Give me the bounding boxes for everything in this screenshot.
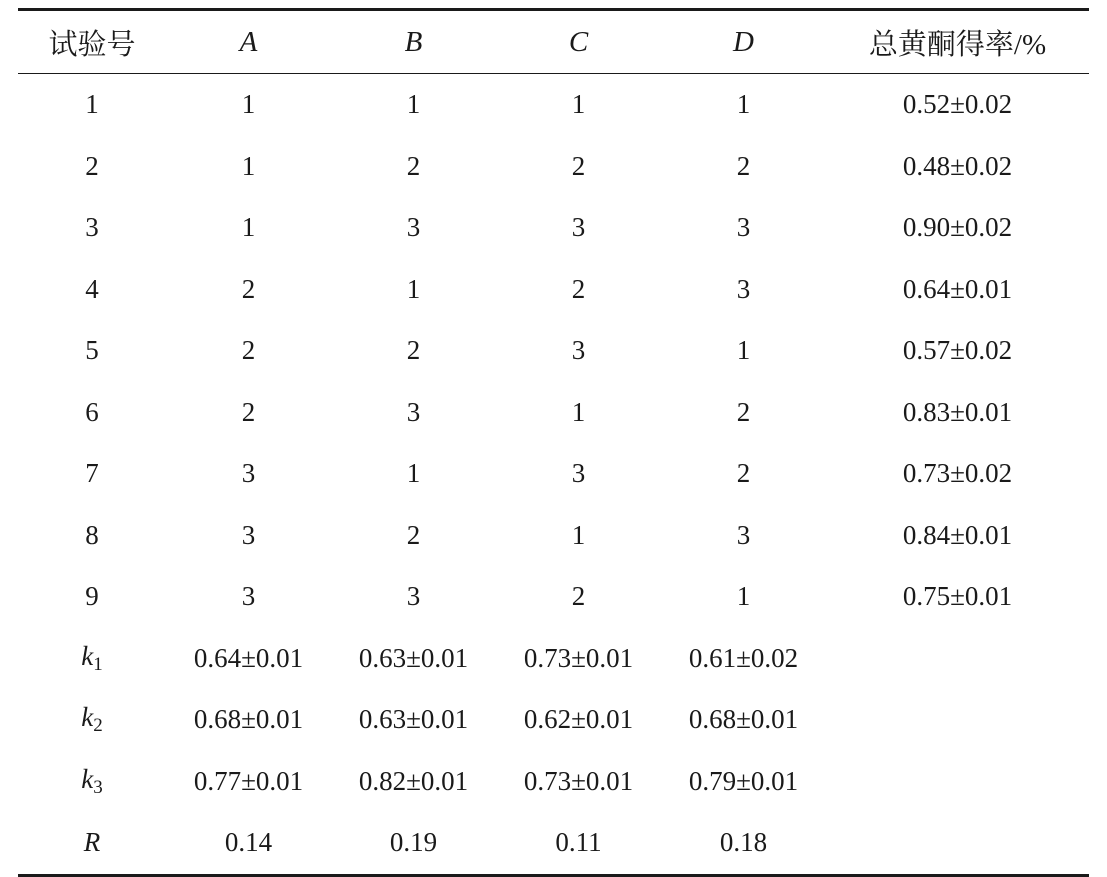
cell-d: 1 (736, 335, 751, 366)
cell-b: 3 (406, 396, 421, 427)
cell-k2-yield (826, 689, 1089, 751)
cell-c: 1 (571, 89, 586, 120)
cell-b: 1 (406, 458, 421, 489)
cell-yield: 0.64±0.01 (902, 273, 1013, 304)
table-row-k3 (18, 751, 1089, 813)
header-cell-d: D (661, 10, 826, 74)
table-row (18, 197, 1089, 259)
cell-a: 2 (241, 335, 256, 366)
cell-k2-a: 0.68±0.01 (193, 704, 304, 735)
cell-k2-d: 0.68±0.01 (688, 704, 799, 735)
cell-b: 1 (406, 89, 421, 120)
cell-k3-label: $k_3$ (81, 763, 103, 798)
cell-k1-c: 0.73±0.01 (523, 642, 634, 673)
cell-a: 1 (241, 89, 256, 120)
cell-c: 1 (571, 396, 586, 427)
cell-d: 2 (736, 150, 751, 181)
cell-yield: 0.84±0.01 (902, 519, 1013, 550)
cell-c: 2 (571, 150, 586, 181)
cell-k3-b: 0.82±0.01 (358, 765, 469, 796)
cell-d: 1 (736, 89, 751, 120)
cell-range-c: 0.11 (555, 827, 602, 858)
cell-k3-a: 0.77±0.01 (193, 765, 304, 796)
cell-c: 3 (571, 458, 586, 489)
header-cell-b: B (331, 10, 496, 74)
table-row (18, 74, 1089, 136)
table-body (18, 74, 1089, 877)
cell-b: 3 (406, 212, 421, 243)
header-cell-yield: 总黄酮得率/% (826, 10, 1089, 74)
cell-d: 3 (736, 519, 751, 550)
cell-range-d: 0.18 (719, 827, 768, 858)
table-row-k2 (18, 689, 1089, 751)
cell-k1-d: 0.61±0.02 (688, 642, 799, 673)
cell-yield: 0.48±0.02 (902, 150, 1013, 181)
cell-d: 3 (736, 212, 751, 243)
cell-b: 1 (406, 273, 421, 304)
cell-d: 2 (736, 396, 751, 427)
header-cell-a: A (166, 10, 331, 74)
cell-k1-yield (826, 628, 1089, 690)
cell-range-label: R (83, 827, 101, 858)
cell-d: 2 (736, 458, 751, 489)
table-row (18, 259, 1089, 321)
cell-yield: 0.73±0.02 (902, 458, 1013, 489)
cell-trial-no: 4 (85, 273, 99, 304)
cell-b: 2 (406, 335, 421, 366)
cell-k3-d: 0.79±0.01 (688, 765, 799, 796)
cell-a: 1 (241, 212, 256, 243)
cell-a: 1 (241, 150, 256, 181)
cell-a: 3 (241, 458, 256, 489)
cell-a: 2 (241, 396, 256, 427)
table-head (18, 10, 1089, 74)
cell-k3-c: 0.73±0.01 (523, 765, 634, 796)
cell-trial-no: 2 (85, 150, 99, 181)
cell-trial-no: 3 (85, 212, 99, 243)
cell-yield: 0.75±0.01 (902, 581, 1013, 612)
cell-range-yield (826, 812, 1089, 875)
cell-k2-b: 0.63±0.01 (358, 704, 469, 735)
table-row (18, 443, 1089, 505)
table-row (18, 566, 1089, 628)
cell-c: 2 (571, 581, 586, 612)
cell-a: 3 (241, 581, 256, 612)
cell-c: 3 (571, 212, 586, 243)
cell-k1-label: $k_1$ (81, 640, 103, 675)
cell-range-b: 0.19 (389, 827, 438, 858)
table-header-row (18, 10, 1089, 74)
table-row (18, 320, 1089, 382)
cell-trial-no: 1 (85, 89, 99, 120)
cell-trial-no: 8 (85, 519, 99, 550)
header-cell-trial-no: 试验号 (18, 10, 166, 74)
cell-a: 3 (241, 519, 256, 550)
cell-yield: 0.83±0.01 (902, 396, 1013, 427)
table-row (18, 505, 1089, 567)
cell-yield: 0.90±0.02 (902, 212, 1013, 243)
cell-trial-no: 6 (85, 396, 99, 427)
cell-k1-a: 0.64±0.01 (193, 642, 304, 673)
cell-c: 2 (571, 273, 586, 304)
table-row (18, 136, 1089, 198)
cell-k3-yield (826, 751, 1089, 813)
table-bottom-rule (18, 875, 1089, 877)
cell-yield: 0.57±0.02 (902, 335, 1013, 366)
cell-b: 2 (406, 150, 421, 181)
table-row-range (18, 812, 1089, 875)
cell-range-a: 0.14 (224, 827, 273, 858)
cell-d: 1 (736, 581, 751, 612)
cell-k2-c: 0.62±0.01 (523, 704, 634, 735)
cell-b: 3 (406, 581, 421, 612)
cell-trial-no: 9 (85, 581, 99, 612)
table-row-k1 (18, 628, 1089, 690)
cell-c: 3 (571, 335, 586, 366)
header-cell-c: C (496, 10, 661, 74)
cell-d: 3 (736, 273, 751, 304)
cell-yield: 0.52±0.02 (902, 89, 1013, 120)
cell-trial-no: 5 (85, 335, 99, 366)
cell-b: 2 (406, 519, 421, 550)
orthogonal-experiment-table (18, 8, 1089, 877)
cell-a: 2 (241, 273, 256, 304)
cell-c: 1 (571, 519, 586, 550)
cell-k2-label: $k_2$ (81, 702, 103, 737)
document-page (0, 8, 1107, 858)
table-row (18, 382, 1089, 444)
cell-k1-b: 0.63±0.01 (358, 642, 469, 673)
cell-trial-no: 7 (85, 458, 99, 489)
